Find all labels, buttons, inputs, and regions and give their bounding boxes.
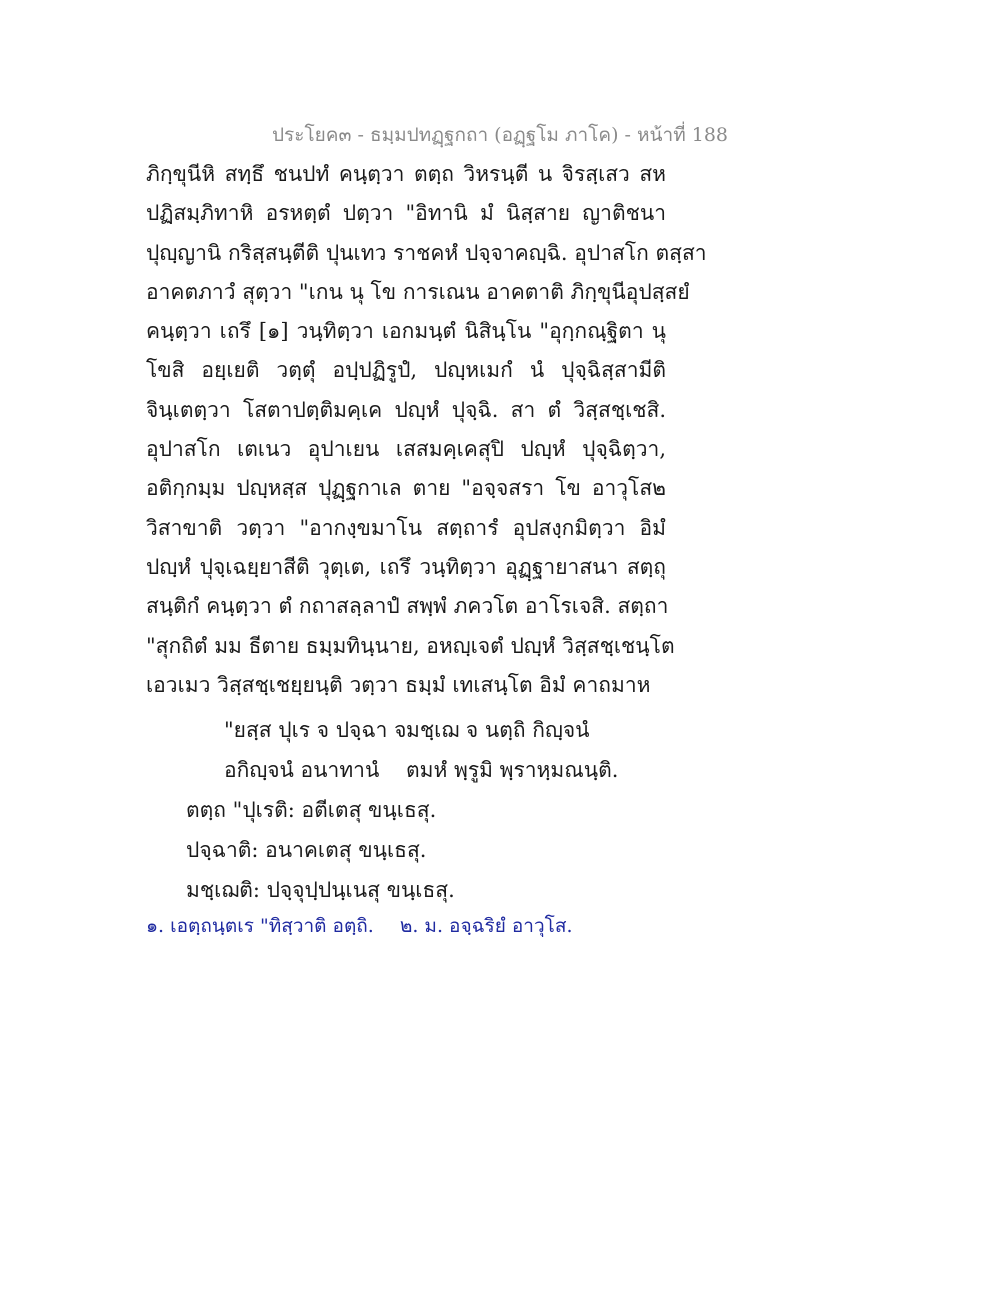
body-line: ปญฺหํ ปุจฺเฉยฺยาสีติ วุตฺเต, เถรึ วนฺทิตฺวา อุฏฺฐายาสนา สตฺถุ	[146, 554, 666, 579]
verse-line	[224, 710, 590, 750]
verse-pada: อกิญฺจนํ อนาทานํ	[224, 758, 380, 782]
body-line: เอวเมว วิสฺสชฺเชยฺยนฺติ วตฺวา ธมฺมํ เทเสนฺโต อิมํ คาถมาห	[146, 672, 651, 697]
footnote: ๑. เอตฺถนฺตเร "ทิสฺวาติ อตฺถิ.	[146, 915, 374, 937]
body-line: "สุกถิตํ มม ธีตาย ธมฺมทินฺนาย, อหญฺเจตํ ปญฺหํ วิสฺสชฺเชนฺโต	[146, 633, 675, 658]
body-line: ปฏิสมฺภิทาหิ อรหตฺตํ ปตฺวา "อิทานิ มํ นิสฺสาย ญาติชนา	[146, 201, 666, 226]
verse-line	[224, 750, 618, 790]
body-text	[146, 155, 707, 705]
body-line: ภิกฺขุนีหิ สทฺธึ ชนปทํ คนฺตฺวา ตตฺถ วิหรนฺตี น จิรสฺเสว สห	[146, 162, 666, 186]
verse-pada: "ยสฺส ปุเร จ ปจฺฉา จ	[224, 718, 407, 742]
body-line: คนฺตฺวา เถรึ [๑] วนฺทิตฺวา เอกมนฺตํ นิสินฺโน "อุกฺกณฺฐิตา นุ	[146, 319, 666, 344]
gloss-line: ปจฺฉาติ: อนาคเตสุ ขนฺเธสุ.	[186, 838, 427, 862]
footnote: ๒. ม. อจฺฉริยํ อาวุโส.	[399, 915, 573, 937]
body-line: โขสิ อยฺเยติ วตฺตุํ อปฺปฏิรูปํ, ปญฺหเมกํ นํ ปุจฺฉิสฺสามีติ	[146, 358, 666, 383]
body-line: วิสาขาติ วตฺวา "อากงฺขมาโน สตฺถารํ อุปสงฺกมิตฺวา อิมํ	[146, 515, 666, 540]
body-line: สนฺติกํ คนฺตฺวา ตํ กถาสลฺลาปํ สพฺพํ ภควโต อาโรเจสิ. สตฺถา	[146, 594, 669, 619]
page-header: ประโยค๓ - ธมฺมปทฏฺฐกถา (อฏฺฐโม ภาโค) - หน้าที่ 188	[271, 124, 729, 146]
body-line: ปุญฺญานิ กริสฺสนฺตีติ ปุนเทว ราชคหํ ปจฺจาคญฺฉิ. อุปาสโก ตสฺสา	[146, 240, 707, 265]
body-line: อาคตภาวํ สุตฺวา "เกน นุ โข การเณน อาคตาติ ภิกฺขุนีอุปสฺสยํ	[146, 279, 690, 304]
body-line: อติกฺกมฺม ปญฺหสฺส ปุฏฺฐกาเล ตาย "อจฺจสรา โข อาวุโส๒	[146, 476, 666, 501]
body-line: จินฺเตตฺวา โสตาปตฺติมคฺเค ปญฺหํ ปุจฺฉิ. สา ตํ วิสฺสชฺเชสิ.	[146, 397, 666, 422]
body-line: อุปาสโก เตเนว อุปาเยน เสสมคฺเคสุปิ ปญฺหํ ปุจฺฉิตฺวา,	[146, 437, 666, 462]
verse-pada: มชฺเฌ จ นตฺถิ กิญฺจนํ	[406, 718, 590, 742]
footnotes	[146, 910, 573, 942]
verse-pada: ตมหํ พฺรูมิ พฺราหฺมณนฺติ.	[406, 758, 619, 782]
gloss-line: มชฺเฌติ: ปจฺจุปฺปนฺเนสุ ขนฺเธสุ.	[186, 878, 455, 902]
gloss-line: ตตฺถ "ปุเรติ: อตีเตสุ ขนฺเธสุ.	[186, 798, 437, 822]
